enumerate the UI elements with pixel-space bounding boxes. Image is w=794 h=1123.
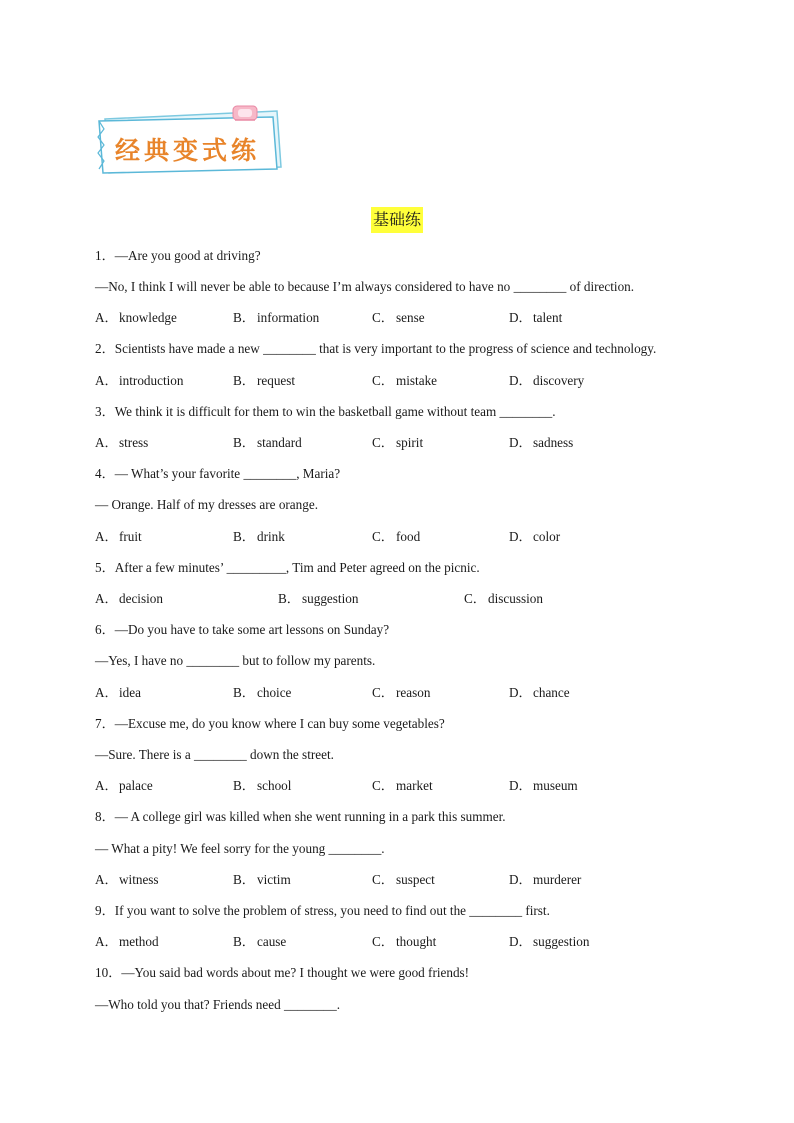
question-9-stem: 9．If you want to solve the problem of stress, you need to find out the ________ first. (95, 903, 550, 918)
section-banner (95, 103, 285, 175)
option-a[interactable]: A．idea (95, 685, 141, 700)
option-b[interactable]: B． choice (233, 685, 292, 700)
option-d[interactable]: D．sadness (509, 435, 574, 450)
section-title (0, 207, 794, 233)
question-8-stem: 8．— A college girl was killed when she went running in a park this summer. (95, 809, 506, 824)
question-6-line-2: —Yes, I have no ________ but to follow my parents. (95, 653, 376, 668)
option-d[interactable]: D．talent (509, 310, 563, 325)
question-6-stem: 6．—Do you have to take some art lessons on Sunday? (95, 622, 390, 637)
question-5-stem: 5．After a few minutes’ _________, Tim and Peter agreed on the picnic. (95, 560, 480, 575)
option-b[interactable]: B． request (233, 373, 296, 388)
option-a[interactable]: A．fruit (95, 529, 142, 544)
option-b[interactable]: B． cause (233, 934, 287, 949)
option-c[interactable]: C． mistake (372, 373, 438, 388)
option-b[interactable]: B． standard (233, 435, 302, 450)
option-b[interactable]: B． information (233, 310, 320, 325)
option-a[interactable]: A．stress (95, 435, 149, 450)
question-5-options (95, 590, 735, 608)
option-d[interactable]: D．color (509, 529, 561, 544)
option-b[interactable]: B． drink (233, 529, 285, 544)
option-a[interactable]: A．decision (95, 591, 163, 606)
question-4-line-2: — Orange. Half of my dresses are orange. (95, 497, 319, 512)
option-c[interactable]: C． thought (372, 934, 437, 949)
question-2-options (95, 372, 735, 390)
clip-icon (233, 106, 257, 120)
option-b[interactable]: B． suggestion (278, 591, 359, 606)
option-d[interactable]: D．discovery (509, 373, 585, 388)
question-1-options (95, 309, 735, 327)
option-c[interactable]: C． reason (372, 685, 431, 700)
question-1-line-2: —No, I think I will never be able to because I’m always considered to have no ________ of direction. (95, 279, 635, 294)
question-2-stem: 2．Scientists have made a new ________ that is very important to the progress of science and technology. (95, 341, 657, 356)
question-8-options (95, 871, 735, 889)
question-4-stem: 4．— What’s your favorite ________, Maria? (95, 466, 341, 481)
question-4-options (95, 528, 735, 546)
question-10-line-2: —Who told you that? Friends need ________. (95, 997, 341, 1012)
option-b[interactable]: B． school (233, 778, 292, 793)
question-7-options (95, 777, 735, 795)
option-a[interactable]: A．witness (95, 872, 159, 887)
option-d[interactable]: D．chance (509, 685, 570, 700)
option-a[interactable]: A．method (95, 934, 159, 949)
option-d[interactable]: D．museum (509, 778, 578, 793)
option-a[interactable]: A．palace (95, 778, 153, 793)
option-c[interactable]: C． discussion (464, 591, 543, 606)
question-6-options (95, 684, 735, 702)
option-c[interactable]: C． market (372, 778, 433, 793)
question-7-stem: 7．—Excuse me, do you know where I can buy some vegetables? (95, 716, 445, 731)
option-a[interactable]: A．knowledge (95, 310, 177, 325)
option-c[interactable]: C． spirit (372, 435, 424, 450)
banner-title: 经典变式练 (115, 136, 261, 165)
option-b[interactable]: B． victim (233, 872, 291, 887)
section-title-text: 基础练 (371, 207, 423, 233)
option-c[interactable]: C． suspect (372, 872, 435, 887)
option-c[interactable]: C． sense (372, 310, 425, 325)
question-8-line-2: — What a pity! We feel sorry for the young ________. (95, 841, 385, 856)
question-1-stem: 1．—Are you good at driving? (95, 248, 261, 263)
question-7-line-2: —Sure. There is a ________ down the street. (95, 747, 334, 762)
question-9-options (95, 933, 735, 951)
option-d[interactable]: D．murderer (509, 872, 582, 887)
option-d[interactable]: D．suggestion (509, 934, 590, 949)
option-a[interactable]: A．introduction (95, 373, 184, 388)
option-c[interactable]: C． food (372, 529, 421, 544)
question-3-stem: 3．We think it is difficult for them to win the basketball game without team ________. (95, 404, 556, 419)
question-10-stem: 10．—You said bad words about me? I thought we were good friends! (95, 965, 470, 980)
question-3-options (95, 434, 735, 452)
